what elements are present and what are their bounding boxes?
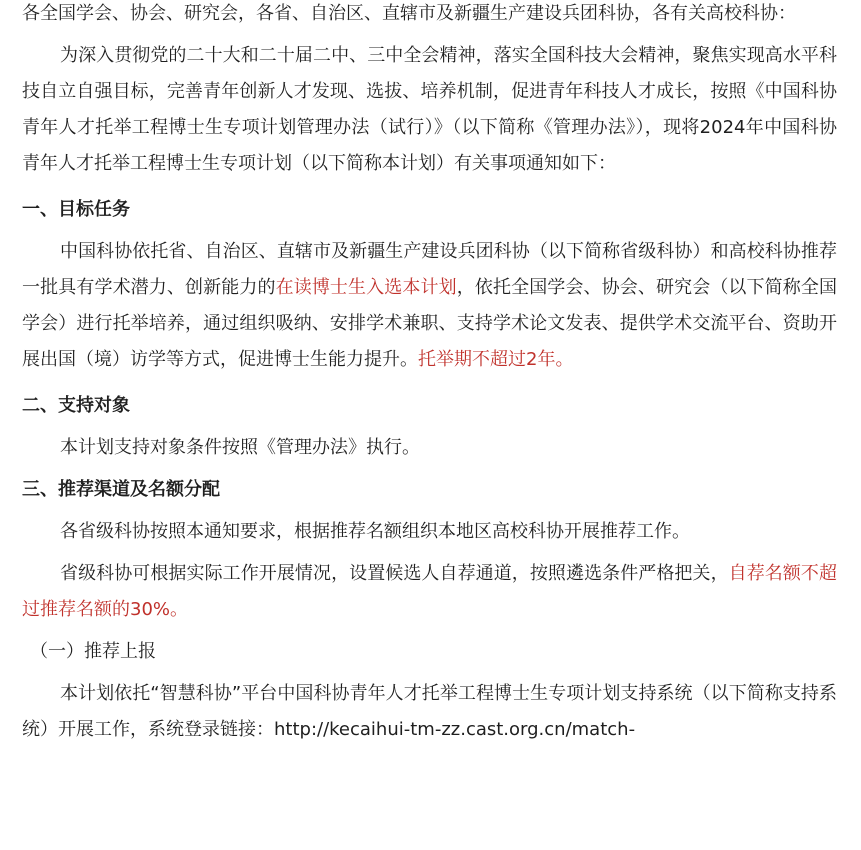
section-1-heading: 一、目标任务 bbox=[22, 199, 130, 220]
salutation: 各全国学会、协会、研究会，各省、自治区、直辖市及新疆生产建设兵团科协，各有关高校科协： bbox=[22, 3, 796, 24]
section-1-text-a: 中国科协依托省、自治区、直辖市及新疆生产建设兵团科协（以下简称省级科协）和高校科协推荐一批具有学术潜力、创新能力的 bbox=[22, 241, 837, 298]
section-3-highlight-quota: 自荐名额不超过推荐名额的30%。 bbox=[22, 563, 837, 620]
section-3-paragraph-1: 各省级科协按照本通知要求，根据推荐名额组织本地区高校科协开展推荐工作。 bbox=[60, 521, 690, 542]
intro-paragraph: 为深入贯彻党的二十大和二十届二中、三中全会精神，落实全国科技大会精神，聚焦实现高水平科技自立自强目标，完善青年创新人才发现、选拔、培养机制，促进青年科技人才成长，按照《中国科协青年人才托举工程博士生专项计划管理办法（试行）》（以下简称《管理办法》），现将2024年中国科协青年人才托举工程博士生专项计划（以下简称本计划）有关事项通知如下： bbox=[22, 45, 837, 174]
spacer bbox=[22, 182, 837, 192]
section-1-text-b: ，依托全国学会、协会、研究会（以下简称全国学会）进行托举培养，通过组织吸纳、安排学术兼职、支持学术论文发表、提供学术交流平台、资助开展出国（境）访学等方式，促进博士生能力提升。 bbox=[22, 277, 838, 370]
section-1-paragraph bbox=[22, 234, 837, 378]
section-1-highlight-period: 托举期不超过2年。 bbox=[418, 349, 574, 370]
section-3-heading: 三、推荐渠道及名额分配 bbox=[22, 479, 220, 500]
section-1-highlight-phd: 在读博士生入选本计划 bbox=[275, 277, 457, 298]
section-3-text-a: 省级科协可根据实际工作开展情况，设置候选人自荐通道，按照遴选条件严格把关， bbox=[60, 563, 729, 584]
subsection-1-heading: （一）推荐上报 bbox=[30, 641, 156, 662]
section-3-paragraph-2 bbox=[22, 556, 837, 628]
section-2-heading: 二、支持对象 bbox=[22, 395, 130, 416]
subsection-1-paragraph: 本计划依托“智慧科协”平台中国科协青年人才托举工程博士生专项计划支持系统（以下简称支持系统）开展工作，系统登录链接：http://kecaihui-tm-zz.cast.org.cn/match- bbox=[22, 683, 837, 740]
section-2-paragraph: 本计划支持对象条件按照《管理办法》执行。 bbox=[60, 437, 420, 458]
spacer bbox=[22, 378, 837, 388]
